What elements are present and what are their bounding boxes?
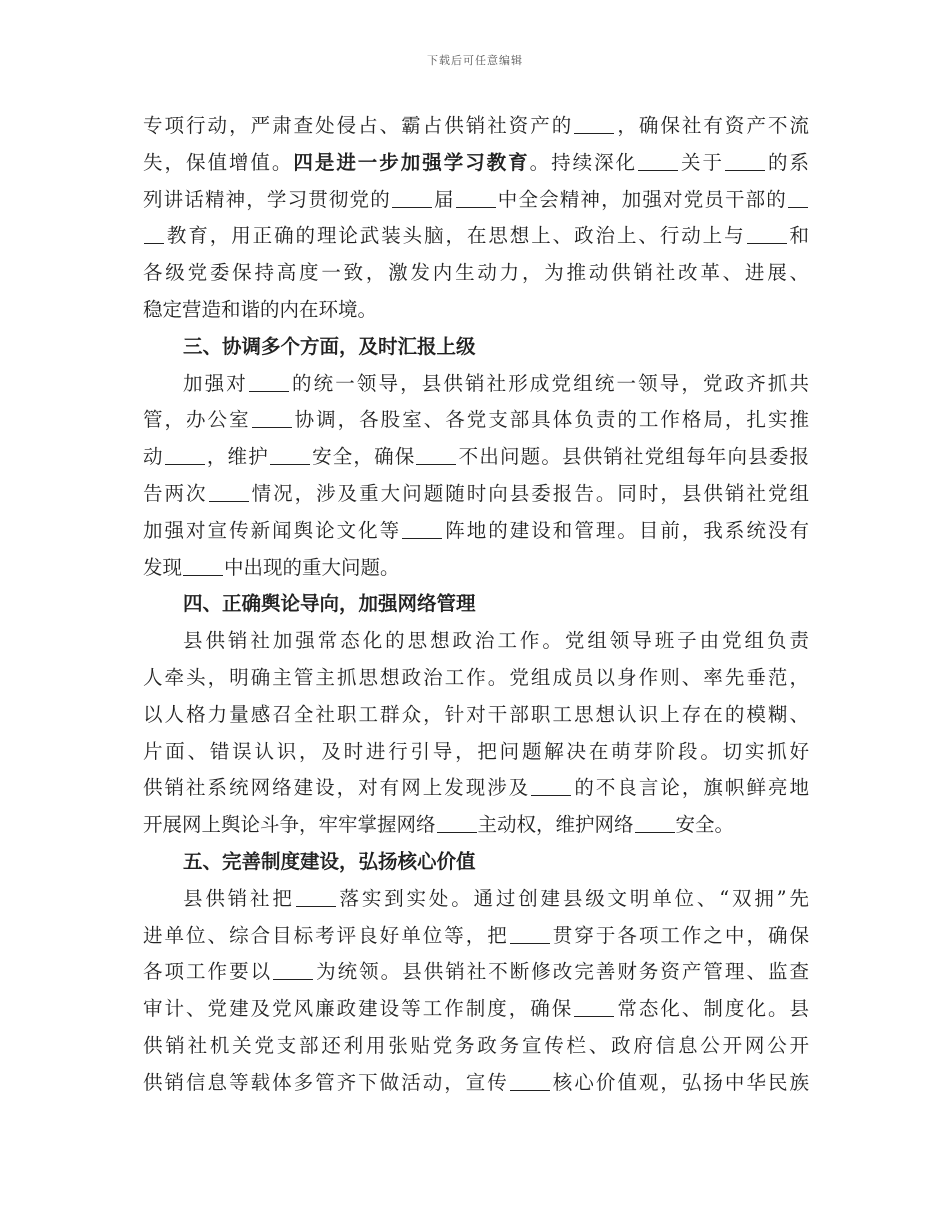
fill-blank [209, 483, 249, 502]
text-line: 失，保值增值。四是进一步加强学习教育。持续深化 关于 的系 [143, 150, 809, 174]
text-line: 列讲话精神，学习贯彻党的 届 中全会精神，加强对党员干部的 [143, 182, 809, 219]
fill-blank [296, 888, 336, 907]
fill-blank [635, 814, 675, 833]
text-line: 供销社系统网络建设，对有网上发现涉及 的不良言论，旗帜鲜亮地 [143, 776, 809, 800]
text-line: 稳定营造和谐的内在环境。 [143, 297, 378, 321]
fill-blank [273, 961, 313, 980]
fill-blank [270, 446, 310, 465]
section-heading: 五、完善制度建设，弘扬核心价值 [183, 849, 476, 873]
text-line: 供销社机关党支部还利用张贴党务政务宣传栏、政府信息公开网公开 [143, 1033, 809, 1057]
fill-blank [392, 189, 432, 208]
text-line: 以人格力量感召全社职工群众，针对干部职工思想认识上存在的模糊、 [143, 702, 809, 726]
document-body [143, 108, 809, 1102]
fill-blank [402, 520, 442, 539]
text-line: 县供销社加强常态化的思想政治工作。党组领导班子由党组负责 [183, 629, 809, 653]
fill-blank [510, 1072, 550, 1091]
text-line: 动 ，维护 安全，确保 不出问题。县供销社党组每年向县委报 [143, 445, 809, 469]
text-line: 教育，用正确的理论武装头脑，在思想上、政治上、行动上与 和 [143, 218, 809, 255]
fill-blank [531, 777, 571, 796]
text-line: 发现 中出现的重大问题。 [143, 555, 400, 579]
text-line: 告两次 情况，涉及重大问题随时向县委报告。同时，县供销社党组 [143, 481, 809, 505]
text-line: 片面、错误认识，及时进行引导，把问题解决在萌芽阶段。切实抓好 [143, 739, 809, 763]
text-line: 加强对 的统一领导，县供销社形成党组统一领导，党政齐抓共 [183, 371, 809, 395]
fill-blank [638, 152, 678, 171]
fill-blank [747, 225, 787, 244]
text-line: 审计、党建及党风廉政建设等工作制度，确保 常态化、制度化。县 [143, 997, 809, 1021]
fill-blank [510, 925, 550, 944]
fill-blank [144, 225, 164, 244]
text-line: 人牵头，明确主管主抓思想政治工作。党组成员以身作则、率先垂范， [143, 665, 809, 689]
page-header: 下载后可任意编辑 [427, 54, 523, 67]
fill-blank [788, 189, 808, 208]
fill-blank [437, 814, 477, 833]
fill-blank [249, 373, 289, 392]
text-line: 各级党委保持高度一致，激发内生动力，为推动供销社改革、进展、 [143, 261, 809, 285]
text-line: 县供销社把 落实到实处。通过创建县级文明单位、“双拥”先 [183, 886, 809, 910]
text-line: 进单位、综合目标考评良好单位等，把 贯穿于各项工作之中，确保 [143, 923, 809, 947]
fill-blank [456, 189, 496, 208]
text-line: 专项行动，严肃查处侵占、霸占供销社资产的 ，确保社有资产不流 [143, 114, 809, 137]
fill-blank [252, 409, 292, 428]
section-heading: 四、正确舆论导向，加强网络管理 [183, 592, 476, 616]
text-line: 各项工作要以 为统领。县供销社不断修改完善财务资产管理、监查 [143, 960, 809, 984]
text-line: 开展网上舆论斗争，牢牢掌握网络 主动权，维护网络 安全。 [143, 813, 735, 837]
fill-blank [416, 446, 456, 465]
fill-blank [165, 446, 205, 465]
fill-blank [725, 152, 765, 171]
section-heading: 三、协调多个方面，及时汇报上级 [183, 334, 476, 358]
fill-blank [574, 115, 614, 134]
text-line: 管，办公室 协调，各股室、各党支部具体负责的工作格局，扎实推 [143, 408, 809, 432]
text-line: 加强对宣传新闻舆论文化等 阵地的建设和管理。目前，我系统没有 [143, 518, 809, 542]
fill-blank [183, 557, 223, 576]
text-line: 供销信息等载体多管齐下做活动，宣传 核心价值观，弘扬中华民族 [143, 1070, 809, 1094]
fill-blank [574, 998, 614, 1017]
bold-phrase: 四是进一步加强学习教育 [293, 150, 530, 174]
